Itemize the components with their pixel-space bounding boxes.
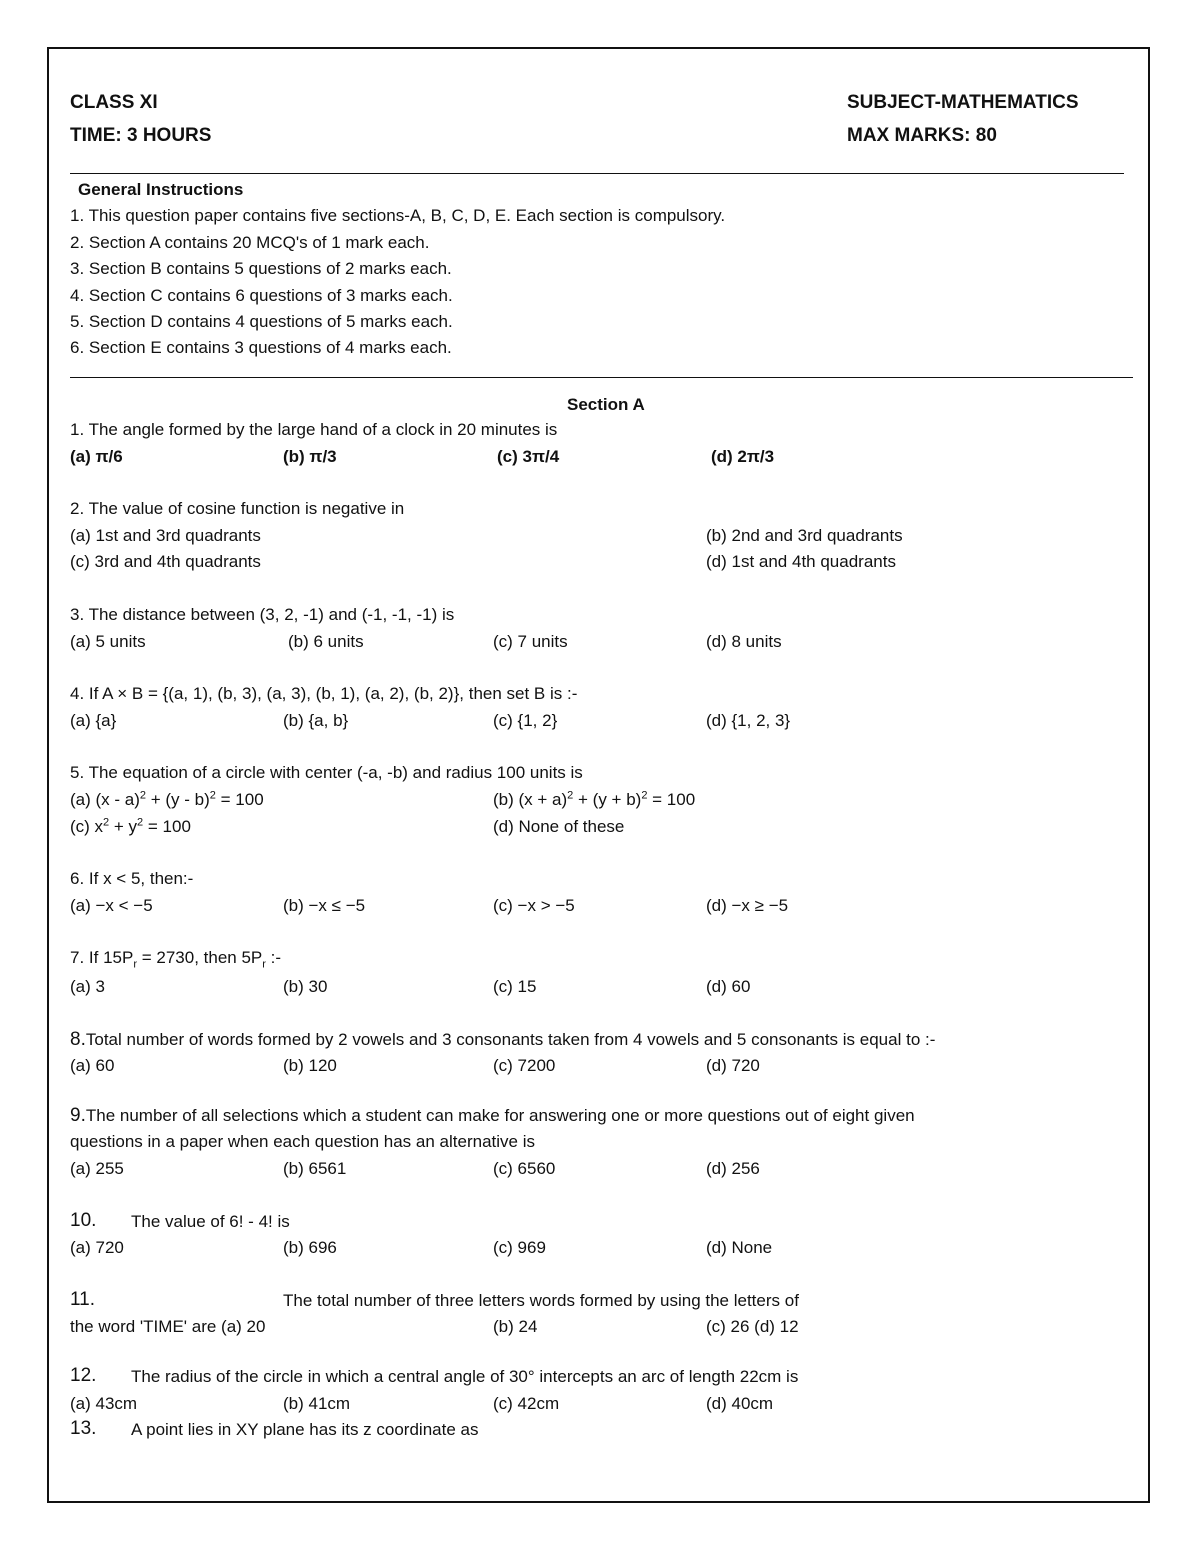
question-13: A point lies in XY plane has its z coordinate as xyxy=(131,1420,479,1439)
q5-c-part: (c) x xyxy=(70,817,104,836)
question-5: 5. The equation of a circle with center (-a, -b) and radius 100 units is xyxy=(70,763,583,782)
q11-option-cd: (c) 26 (d) 12 xyxy=(706,1317,799,1336)
subject-label: SUBJECT-MATHEMATICS xyxy=(847,92,1079,113)
q3-option-d: (d) 8 units xyxy=(706,632,782,651)
q6-option-d: (d) −x ≥ −5 xyxy=(706,896,789,915)
question-10-number: 10. xyxy=(70,1210,97,1231)
q10-option-b: (b) 696 xyxy=(283,1238,337,1257)
q12-option-d: (d) 40cm xyxy=(706,1394,774,1413)
q6-option-a: (a) −x < −5 xyxy=(70,896,153,915)
q12-option-a: (a) 43cm xyxy=(70,1394,138,1413)
superscript: 2 xyxy=(137,816,144,829)
q5-option-b xyxy=(493,790,695,810)
max-marks-label: MAX MARKS: 80 xyxy=(847,125,997,146)
q12-option-b: (b) 41cm xyxy=(283,1394,351,1413)
subscript: r xyxy=(133,958,137,971)
q3-option-b: (b) 6 units xyxy=(288,632,364,651)
question-9 xyxy=(70,1105,915,1127)
instruction-item: 4. Section C contains 6 questions of 3 marks each. xyxy=(70,286,453,305)
q7-option-a: (a) 3 xyxy=(70,977,105,996)
class-label: CLASS XI xyxy=(70,92,158,113)
q7-part: 7. If 15P xyxy=(70,948,134,967)
q11-option-b: (b) 24 xyxy=(493,1317,538,1336)
q1-option-a: (a) π/6 xyxy=(70,447,123,466)
question-13-number: 13. xyxy=(70,1418,97,1439)
q3-option-a: (a) 5 units xyxy=(70,632,146,651)
question-3: 3. The distance between (3, 2, -1) and (-1, -1, -1) is xyxy=(70,605,455,624)
q2-option-a: (a) 1st and 3rd quadrants xyxy=(70,526,261,545)
q9-option-b: (b) 6561 xyxy=(283,1159,347,1178)
question-number: 8. xyxy=(70,1029,86,1050)
question-11-number: 11. xyxy=(70,1289,96,1310)
q8-option-a: (a) 60 xyxy=(70,1056,115,1075)
instructions-divider xyxy=(70,377,1133,378)
q5-option-a xyxy=(70,790,264,810)
superscript: 2 xyxy=(103,816,110,829)
q5-option-d: (d) None of these xyxy=(493,817,625,836)
q2-option-b: (b) 2nd and 3rd quadrants xyxy=(706,526,903,545)
q9-option-d: (d) 256 xyxy=(706,1159,760,1178)
q5-a-part: + (y - b) xyxy=(146,790,210,809)
q12-option-c: (c) 42cm xyxy=(493,1394,560,1413)
q4-option-d: (d) {1, 2, 3} xyxy=(706,711,791,730)
q5-option-c xyxy=(70,817,191,837)
q10-option-d: (d) None xyxy=(706,1238,773,1257)
q2-option-c: (c) 3rd and 4th quadrants xyxy=(70,552,261,571)
q5-b-part: = 100 xyxy=(647,790,696,809)
q6-option-b: (b) −x ≤ −5 xyxy=(283,896,366,915)
q6-option-c: (c) −x > −5 xyxy=(493,896,575,915)
q5-a-part: = 100 xyxy=(215,790,264,809)
subscript: r xyxy=(262,958,266,971)
question-text: Total number of words formed by 2 vowels and 3 consonants taken from 4 vowels and 5 consonants is equal to :- xyxy=(85,1030,936,1049)
q7-part: = 2730, then 5P xyxy=(137,948,263,967)
q7-option-d: (d) 60 xyxy=(706,977,751,996)
q3-option-c: (c) 7 units xyxy=(493,632,568,651)
instruction-item: 2. Section A contains 20 MCQ's of 1 mark each. xyxy=(70,233,430,252)
header-divider xyxy=(70,173,1124,174)
q8-option-d: (d) 720 xyxy=(706,1056,760,1075)
question-11: The total number of three letters words formed by using the letters of xyxy=(283,1291,799,1310)
q5-c-part: = 100 xyxy=(143,817,191,836)
question-number: 9. xyxy=(70,1105,86,1126)
q10-option-c: (c) 969 xyxy=(493,1238,546,1257)
q9-option-c: (c) 6560 xyxy=(493,1159,556,1178)
instruction-item: 3. Section B contains 5 questions of 2 marks each. xyxy=(70,259,452,278)
q4-option-b: (b) {a, b} xyxy=(283,711,349,730)
superscript: 2 xyxy=(139,789,147,802)
question-1: 1. The angle formed by the large hand of a clock in 20 minutes is xyxy=(70,420,558,439)
superscript: 2 xyxy=(641,789,648,802)
time-label: TIME: 3 HOURS xyxy=(70,125,212,146)
q1-option-c: (c) 3π/4 xyxy=(497,447,560,466)
q8-option-b: (b) 120 xyxy=(283,1056,337,1075)
question-text: The number of all selections which a student can make for answering one or more questions out of eight given xyxy=(85,1106,915,1125)
q9-option-a: (a) 255 xyxy=(70,1159,124,1178)
question-8 xyxy=(70,1029,935,1051)
question-2: 2. The value of cosine function is negative in xyxy=(70,499,405,518)
question-7 xyxy=(70,948,282,971)
question-10: The value of 6! - 4! is xyxy=(131,1212,290,1231)
question-9-continued: questions in a paper when each question has an alternative is xyxy=(70,1132,535,1151)
question-12-number: 12. xyxy=(70,1365,97,1386)
q7-part: :- xyxy=(265,948,282,967)
section-title: Section A xyxy=(567,395,645,414)
q7-option-c: (c) 15 xyxy=(493,977,537,996)
q1-option-b: (b) π/3 xyxy=(283,447,337,466)
question-4: 4. If A × B = {(a, 1), (b, 3), (a, 3), (b, 1), (a, 2), (b, 2)}, then set B is :- xyxy=(70,684,578,703)
q8-option-c: (c) 7200 xyxy=(493,1056,556,1075)
instruction-item: 6. Section E contains 3 questions of 4 marks each. xyxy=(70,338,452,357)
q5-c-part: + y xyxy=(109,817,138,836)
q10-option-a: (a) 720 xyxy=(70,1238,124,1257)
q5-b-part: (b) (x + a) xyxy=(493,790,568,809)
instruction-item: 1. This question paper contains five sections-A, B, C, D, E. Each section is compulsory. xyxy=(70,206,726,225)
superscript: 2 xyxy=(209,789,216,802)
instruction-item: 5. Section D contains 4 questions of 5 marks each. xyxy=(70,312,453,331)
q1-option-d: (d) 2π/3 xyxy=(711,447,775,466)
q2-option-d: (d) 1st and 4th quadrants xyxy=(706,552,896,571)
q7-option-b: (b) 30 xyxy=(283,977,328,996)
q4-option-c: (c) {1, 2} xyxy=(493,711,558,730)
q4-option-a: (a) {a} xyxy=(70,711,117,730)
superscript: 2 xyxy=(567,789,574,802)
q5-b-part: + (y + b) xyxy=(573,790,642,809)
question-12: The radius of the circle in which a central angle of 30° intercepts an arc of length 22cm is xyxy=(131,1367,799,1386)
question-6: 6. If x < 5, then:- xyxy=(70,869,194,888)
q5-a-part: (a) (x - a) xyxy=(70,790,140,809)
question-11-continued: the word 'TIME' are (a) 20 xyxy=(70,1317,266,1336)
instructions-title: General Instructions xyxy=(78,180,244,199)
